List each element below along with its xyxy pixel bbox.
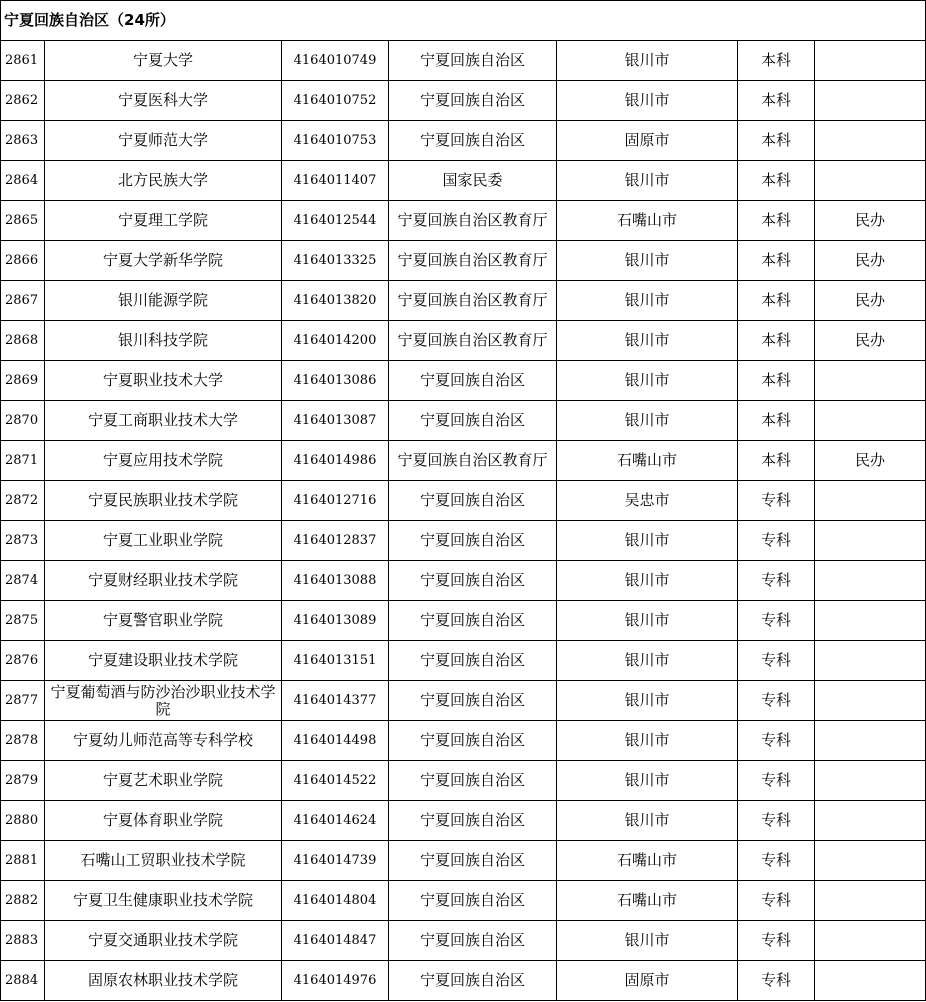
table-row — [1, 481, 926, 521]
table-row — [1, 521, 926, 561]
cell-note: 民办 — [815, 201, 926, 241]
cell-level: 本科 — [738, 121, 815, 161]
cell-code: 4164013325 — [282, 241, 389, 281]
cell-department: 宁夏回族自治区 — [389, 81, 557, 121]
cell-level: 专科 — [738, 521, 815, 561]
cell-name: 宁夏医科大学 — [45, 81, 282, 121]
cell-city: 银川市 — [557, 801, 738, 841]
table-row — [1, 241, 926, 281]
cell-level: 本科 — [738, 361, 815, 401]
cell-city: 银川市 — [557, 641, 738, 681]
cell-department: 宁夏回族自治区 — [389, 601, 557, 641]
cell-number: 2866 — [1, 241, 45, 281]
cell-note — [815, 361, 926, 401]
cell-number: 2865 — [1, 201, 45, 241]
cell-level: 本科 — [738, 161, 815, 201]
cell-department: 宁夏回族自治区教育厅 — [389, 201, 557, 241]
cell-number: 2881 — [1, 841, 45, 881]
cell-note — [815, 721, 926, 761]
cell-note — [815, 921, 926, 961]
cell-department: 宁夏回族自治区 — [389, 681, 557, 721]
cell-number: 2864 — [1, 161, 45, 201]
cell-city: 银川市 — [557, 401, 738, 441]
cell-code: 4164013086 — [282, 361, 389, 401]
table-row — [1, 721, 926, 761]
cell-code: 4164012544 — [282, 201, 389, 241]
cell-note: 民办 — [815, 281, 926, 321]
cell-note — [815, 881, 926, 921]
title-row — [1, 1, 926, 41]
cell-name: 北方民族大学 — [45, 161, 282, 201]
cell-code: 4164010749 — [282, 41, 389, 81]
cell-name: 宁夏幼儿师范高等专科学校 — [45, 721, 282, 761]
cell-number: 2874 — [1, 561, 45, 601]
table-row — [1, 601, 926, 641]
cell-code: 4164014377 — [282, 681, 389, 721]
cell-code: 4164013151 — [282, 641, 389, 681]
cell-city: 固原市 — [557, 121, 738, 161]
cell-level: 专科 — [738, 641, 815, 681]
cell-department: 宁夏回族自治区教育厅 — [389, 281, 557, 321]
cell-name: 宁夏卫生健康职业技术学院 — [45, 881, 282, 921]
cell-level: 本科 — [738, 321, 815, 361]
cell-code: 4164012837 — [282, 521, 389, 561]
table-row — [1, 681, 926, 721]
cell-code: 4164012716 — [282, 481, 389, 521]
cell-note — [815, 961, 926, 1001]
cell-city: 银川市 — [557, 281, 738, 321]
table-row — [1, 81, 926, 121]
cell-code: 4164014624 — [282, 801, 389, 841]
cell-department: 宁夏回族自治区 — [389, 481, 557, 521]
cell-code: 4164014739 — [282, 841, 389, 881]
cell-number: 2878 — [1, 721, 45, 761]
cell-name: 宁夏财经职业技术学院 — [45, 561, 282, 601]
cell-city: 固原市 — [557, 961, 738, 1001]
cell-level: 专科 — [738, 841, 815, 881]
cell-name: 宁夏建设职业技术学院 — [45, 641, 282, 681]
cell-level: 本科 — [738, 241, 815, 281]
cell-department: 宁夏回族自治区 — [389, 881, 557, 921]
cell-city: 银川市 — [557, 521, 738, 561]
cell-number: 2872 — [1, 481, 45, 521]
cell-department: 宁夏回族自治区教育厅 — [389, 441, 557, 481]
table-row — [1, 961, 926, 1001]
cell-number: 2879 — [1, 761, 45, 801]
cell-number: 2869 — [1, 361, 45, 401]
cell-level: 本科 — [738, 281, 815, 321]
cell-level: 专科 — [738, 921, 815, 961]
table-row — [1, 41, 926, 81]
cell-level: 专科 — [738, 561, 815, 601]
cell-note — [815, 481, 926, 521]
cell-note — [815, 401, 926, 441]
table-body — [1, 1, 926, 1001]
cell-name: 宁夏大学 — [45, 41, 282, 81]
cell-name: 宁夏交通职业技术学院 — [45, 921, 282, 961]
cell-department: 宁夏回族自治区 — [389, 561, 557, 601]
cell-department: 宁夏回族自治区教育厅 — [389, 321, 557, 361]
cell-code: 4164011407 — [282, 161, 389, 201]
cell-name: 宁夏工业职业学院 — [45, 521, 282, 561]
cell-department: 宁夏回族自治区 — [389, 401, 557, 441]
cell-city: 石嘴山市 — [557, 881, 738, 921]
cell-name: 银川能源学院 — [45, 281, 282, 321]
cell-name: 固原农林职业技术学院 — [45, 961, 282, 1001]
cell-department: 国家民委 — [389, 161, 557, 201]
cell-level: 本科 — [738, 441, 815, 481]
cell-number: 2861 — [1, 41, 45, 81]
cell-level: 专科 — [738, 761, 815, 801]
cell-department: 宁夏回族自治区 — [389, 921, 557, 961]
cell-department: 宁夏回族自治区 — [389, 121, 557, 161]
cell-department: 宁夏回族自治区 — [389, 41, 557, 81]
cell-number: 2877 — [1, 681, 45, 721]
cell-note — [815, 841, 926, 881]
cell-city: 银川市 — [557, 361, 738, 401]
cell-city: 银川市 — [557, 681, 738, 721]
cell-level: 本科 — [738, 81, 815, 121]
cell-level: 专科 — [738, 881, 815, 921]
cell-note — [815, 161, 926, 201]
table-row — [1, 361, 926, 401]
cell-level: 专科 — [738, 721, 815, 761]
cell-department: 宁夏回族自治区 — [389, 721, 557, 761]
table-title: 宁夏回族自治区（24所） — [1, 1, 926, 41]
cell-number: 2870 — [1, 401, 45, 441]
cell-city: 银川市 — [557, 41, 738, 81]
table-row — [1, 921, 926, 961]
cell-level: 专科 — [738, 601, 815, 641]
cell-level: 专科 — [738, 961, 815, 1001]
cell-note — [815, 641, 926, 681]
cell-code: 4164013088 — [282, 561, 389, 601]
cell-number: 2880 — [1, 801, 45, 841]
cell-name: 宁夏师范大学 — [45, 121, 282, 161]
cell-department: 宁夏回族自治区 — [389, 361, 557, 401]
cell-name: 宁夏工商职业技术大学 — [45, 401, 282, 441]
cell-level: 专科 — [738, 681, 815, 721]
table-row — [1, 761, 926, 801]
cell-number: 2867 — [1, 281, 45, 321]
table-row — [1, 321, 926, 361]
cell-name: 宁夏体育职业学院 — [45, 801, 282, 841]
cell-department: 宁夏回族自治区教育厅 — [389, 241, 557, 281]
cell-city: 银川市 — [557, 721, 738, 761]
cell-department: 宁夏回族自治区 — [389, 801, 557, 841]
cell-code: 4164014200 — [282, 321, 389, 361]
cell-department: 宁夏回族自治区 — [389, 521, 557, 561]
cell-code: 4164013820 — [282, 281, 389, 321]
table-row — [1, 801, 926, 841]
cell-note: 民办 — [815, 241, 926, 281]
cell-code: 4164010753 — [282, 121, 389, 161]
cell-number: 2871 — [1, 441, 45, 481]
cell-department: 宁夏回族自治区 — [389, 761, 557, 801]
cell-code: 4164014976 — [282, 961, 389, 1001]
cell-note — [815, 121, 926, 161]
cell-code: 4164014498 — [282, 721, 389, 761]
cell-number: 2875 — [1, 601, 45, 641]
cell-number: 2863 — [1, 121, 45, 161]
cell-city: 银川市 — [557, 921, 738, 961]
table-row — [1, 161, 926, 201]
cell-code: 4164014847 — [282, 921, 389, 961]
cell-note: 民办 — [815, 441, 926, 481]
cell-number: 2882 — [1, 881, 45, 921]
cell-note — [815, 561, 926, 601]
cell-code: 4164014804 — [282, 881, 389, 921]
cell-city: 石嘴山市 — [557, 441, 738, 481]
cell-name: 宁夏葡萄酒与防沙治沙职业技术学院 — [45, 681, 282, 721]
cell-department: 宁夏回族自治区 — [389, 961, 557, 1001]
cell-note — [815, 801, 926, 841]
cell-name: 宁夏艺术职业学院 — [45, 761, 282, 801]
cell-code: 4164013087 — [282, 401, 389, 441]
cell-number: 2883 — [1, 921, 45, 961]
cell-note — [815, 81, 926, 121]
cell-city: 银川市 — [557, 81, 738, 121]
table-row — [1, 441, 926, 481]
cell-code: 4164013089 — [282, 601, 389, 641]
table-row — [1, 281, 926, 321]
cell-name: 宁夏应用技术学院 — [45, 441, 282, 481]
cell-name: 宁夏警官职业学院 — [45, 601, 282, 641]
cell-number: 2876 — [1, 641, 45, 681]
cell-number: 2868 — [1, 321, 45, 361]
cell-city: 银川市 — [557, 601, 738, 641]
table-row — [1, 641, 926, 681]
cell-city: 银川市 — [557, 761, 738, 801]
cell-name: 宁夏民族职业技术学院 — [45, 481, 282, 521]
table-row — [1, 841, 926, 881]
cell-code: 4164010752 — [282, 81, 389, 121]
cell-city: 银川市 — [557, 241, 738, 281]
cell-code: 4164014522 — [282, 761, 389, 801]
cell-city: 银川市 — [557, 161, 738, 201]
cell-note — [815, 681, 926, 721]
table-row — [1, 121, 926, 161]
cell-number: 2884 — [1, 961, 45, 1001]
cell-number: 2862 — [1, 81, 45, 121]
cell-name: 石嘴山工贸职业技术学院 — [45, 841, 282, 881]
table-row — [1, 881, 926, 921]
cell-number: 2873 — [1, 521, 45, 561]
table-row — [1, 561, 926, 601]
cell-level: 本科 — [738, 201, 815, 241]
cell-level: 本科 — [738, 41, 815, 81]
cell-name: 宁夏职业技术大学 — [45, 361, 282, 401]
cell-city: 银川市 — [557, 321, 738, 361]
cell-level: 专科 — [738, 801, 815, 841]
cell-note — [815, 41, 926, 81]
table-row — [1, 401, 926, 441]
cell-name: 宁夏大学新华学院 — [45, 241, 282, 281]
cell-name: 宁夏理工学院 — [45, 201, 282, 241]
cell-level: 专科 — [738, 481, 815, 521]
cell-department: 宁夏回族自治区 — [389, 641, 557, 681]
cell-code: 4164014986 — [282, 441, 389, 481]
cell-note: 民办 — [815, 321, 926, 361]
cell-note — [815, 761, 926, 801]
cell-city: 银川市 — [557, 561, 738, 601]
cell-note — [815, 521, 926, 561]
cell-city: 吴忠市 — [557, 481, 738, 521]
cell-name: 银川科技学院 — [45, 321, 282, 361]
cell-level: 本科 — [738, 401, 815, 441]
cell-city: 石嘴山市 — [557, 841, 738, 881]
table-row — [1, 201, 926, 241]
cell-note — [815, 601, 926, 641]
cell-city: 石嘴山市 — [557, 201, 738, 241]
cell-department: 宁夏回族自治区 — [389, 841, 557, 881]
